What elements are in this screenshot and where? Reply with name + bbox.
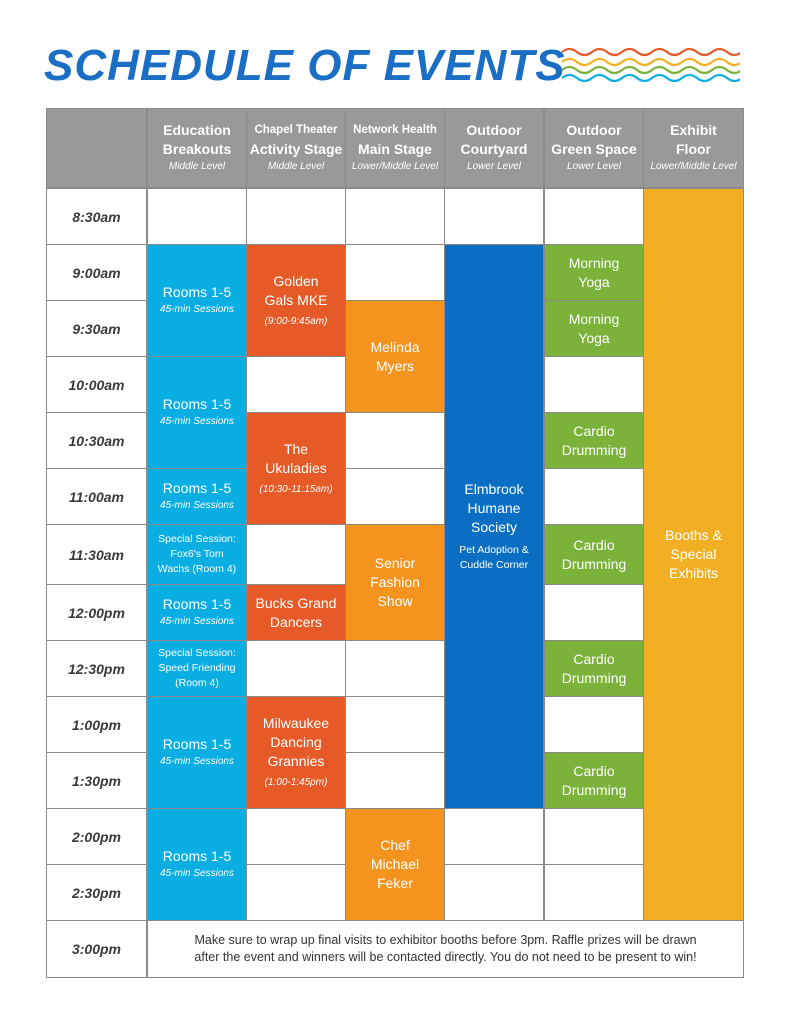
header-exhibit-floor <box>643 108 744 188</box>
empty-slot <box>544 584 644 641</box>
empty-slot <box>345 640 445 697</box>
event-line: Show <box>377 593 413 609</box>
header-line1: Education <box>163 122 231 138</box>
header-line1: Outdoor <box>566 122 622 138</box>
event-line: Humane <box>467 500 521 516</box>
empty-slot <box>444 864 544 921</box>
event-line: Morning <box>568 254 620 271</box>
time-label: 8:30am <box>46 188 147 245</box>
header-line2: Activity Stage <box>249 141 343 157</box>
header-main-stage <box>345 108 445 188</box>
event-note: (9:00-9:45am) <box>264 315 328 327</box>
event-cardio-drumming <box>544 640 644 697</box>
header-blank <box>46 108 147 188</box>
event-rooms-1-5 <box>147 584 247 641</box>
event-morning-yoga <box>544 300 644 357</box>
event-rooms-1-5 <box>147 356 247 469</box>
event-note: 45-min Sessions <box>160 416 234 427</box>
time-label: 12:30pm <box>46 640 147 697</box>
time-label: 3:00pm <box>46 920 147 978</box>
empty-slot <box>147 188 247 245</box>
time-label: 9:30am <box>46 300 147 357</box>
event-booths-special-exhibits <box>643 188 744 921</box>
empty-slot <box>544 188 644 245</box>
event-note: 45-min Sessions <box>160 868 234 879</box>
empty-slot <box>345 752 445 809</box>
event-line: Elmbrook <box>464 481 524 497</box>
event-line: Feker <box>377 875 413 891</box>
event-line: Cardio <box>573 422 615 439</box>
empty-slot <box>246 356 346 413</box>
event-line: Myers <box>375 357 415 374</box>
time-label: 11:00am <box>46 468 147 525</box>
event-line: Drumming <box>561 555 627 572</box>
event-line: Golden <box>273 272 319 289</box>
empty-slot <box>544 356 644 413</box>
time-label: 10:30am <box>46 412 147 469</box>
page-title: SCHEDULE OF EVENTS <box>44 41 566 90</box>
empty-slot <box>345 696 445 753</box>
event-title: Rooms 1-5 <box>162 480 232 496</box>
header-line2: Breakouts <box>162 141 232 157</box>
event-note: 45-min Sessions <box>160 304 234 315</box>
event-line: Dancing <box>270 734 322 750</box>
event-rooms-1-5 <box>147 244 247 357</box>
header-line1: Outdoor <box>466 122 522 138</box>
event-title: Rooms 1-5 <box>162 396 232 412</box>
empty-slot <box>444 188 544 245</box>
event-cardio-drumming <box>544 412 644 469</box>
event-line: Cardio <box>573 650 615 667</box>
event-the-ukuladies <box>246 412 346 525</box>
header-line1: Exhibit <box>670 122 717 138</box>
event-note: 45-min Sessions <box>160 500 234 511</box>
time-label: 9:00am <box>46 244 147 301</box>
event-rooms-1-5 <box>147 696 247 809</box>
header-level: Lower Level <box>467 161 521 172</box>
event-line: Booths & <box>665 527 722 543</box>
event-line: Speed Friending <box>158 662 236 674</box>
event-cardio-drumming <box>544 752 644 809</box>
time-label: 10:00am <box>46 356 147 413</box>
event-line: Grannies <box>267 753 325 769</box>
time-label: 2:30pm <box>46 864 147 921</box>
event-note: (10:30-11:15am) <box>259 483 333 495</box>
empty-slot <box>345 412 445 469</box>
event-line: Drumming <box>561 441 627 458</box>
event-line: Bucks Grand <box>255 594 337 611</box>
event-line: Yoga <box>578 273 610 290</box>
event-chef-michael-feker <box>345 808 445 921</box>
event-line: Morning <box>568 310 620 327</box>
event-line: Michael <box>370 856 420 872</box>
header-line1: Network Health <box>353 124 437 136</box>
header-level: Middle Level <box>168 161 226 172</box>
event-line: Dancers <box>269 613 323 630</box>
empty-slot <box>345 188 445 245</box>
empty-slot <box>544 468 644 525</box>
empty-slot <box>444 808 544 865</box>
event-line: Fox6's Tom <box>170 548 224 560</box>
event-line: Society <box>471 519 517 535</box>
event-line: Fashion <box>370 574 420 590</box>
header-education-breakouts <box>147 108 247 188</box>
schedule-grid <box>46 108 744 978</box>
event-elmbrook-humane-society <box>444 244 544 809</box>
event-senior-fashion-show <box>345 524 445 641</box>
event-line: Special <box>670 546 717 562</box>
event-milwaukee-dancing-grannies <box>246 696 346 809</box>
empty-slot <box>246 640 346 697</box>
event-morning-yoga <box>544 244 644 301</box>
event-note: Pet Adoption & <box>459 544 529 556</box>
event-bucks-grand-dancers <box>246 584 346 641</box>
header-green-space <box>544 108 644 188</box>
event-line: Yoga <box>578 329 610 346</box>
header-level: Lower Level <box>567 161 621 172</box>
header-level: Lower/Middle Level <box>650 161 737 172</box>
event-golden-gals-mke <box>246 244 346 357</box>
empty-slot <box>246 808 346 865</box>
event-line: Wachs (Room 4) <box>157 563 237 575</box>
header-line2: Main Stage <box>358 141 432 157</box>
empty-slot <box>246 864 346 921</box>
event-rooms-1-5 <box>147 808 247 921</box>
event-title: Rooms 1-5 <box>162 736 232 752</box>
event-line: Gals MKE <box>264 291 328 308</box>
event-title: Rooms 1-5 <box>162 284 232 300</box>
empty-slot <box>246 188 346 245</box>
header-level: Middle Level <box>267 161 325 172</box>
event-line: Cardio <box>573 762 615 779</box>
event-title: Rooms 1-5 <box>162 848 232 864</box>
time-label: 1:00pm <box>46 696 147 753</box>
event-melinda-myers <box>345 300 445 413</box>
header-line1: Chapel Theater <box>254 124 338 136</box>
event-line: Ukuladies <box>265 459 327 476</box>
event-note: (1:00-1:45pm) <box>264 777 328 788</box>
event-note: 45-min Sessions <box>160 756 234 767</box>
event-title: Rooms 1-5 <box>162 596 232 612</box>
event-line: Chef <box>380 837 410 853</box>
empty-slot <box>544 808 644 865</box>
closing-note-line: Make sure to wrap up final visits to exhibitor booths before 3pm. Raffle prizes will be drawn <box>194 933 697 947</box>
event-line: Special Session: <box>158 533 236 545</box>
time-label: 11:30am <box>46 524 147 585</box>
wave-decoration <box>560 46 740 82</box>
header-line2: Green Space <box>551 141 637 157</box>
header-level: Lower/Middle Level <box>351 161 439 172</box>
header-line2: Floor <box>676 141 711 157</box>
empty-slot <box>544 864 644 921</box>
event-line: The <box>283 440 309 457</box>
header-line2: Courtyard <box>460 141 528 157</box>
empty-slot <box>345 244 445 301</box>
empty-slot <box>345 468 445 525</box>
event-line: (Room 4) <box>175 677 219 689</box>
header-activity-stage <box>246 108 346 188</box>
event-special-session-tom-wachs <box>147 524 247 585</box>
event-line: Milwaukee <box>262 715 330 731</box>
event-rooms-1-5 <box>147 468 247 525</box>
event-line: Senior <box>374 555 416 571</box>
event-line: Cardio <box>573 536 615 553</box>
time-label: 12:00pm <box>46 584 147 641</box>
header-courtyard <box>444 108 544 188</box>
event-line: Drumming <box>561 669 627 686</box>
event-line: Special Session: <box>158 647 236 659</box>
event-special-session-speed-friending <box>147 640 247 697</box>
event-cardio-drumming <box>544 524 644 585</box>
time-label: 2:00pm <box>46 808 147 865</box>
event-line: Exhibits <box>668 565 719 581</box>
empty-slot <box>246 524 346 585</box>
empty-slot <box>544 696 644 753</box>
event-line: Melinda <box>370 338 420 355</box>
event-note: Cuddle Corner <box>459 559 529 571</box>
closing-note-line: after the event and winners will be contacted directly. You do not need to be present to win! <box>194 950 697 964</box>
event-line: Drumming <box>561 781 627 798</box>
event-note: 45-min Sessions <box>160 616 234 627</box>
closing-note <box>147 920 744 978</box>
time-label: 1:30pm <box>46 752 147 809</box>
